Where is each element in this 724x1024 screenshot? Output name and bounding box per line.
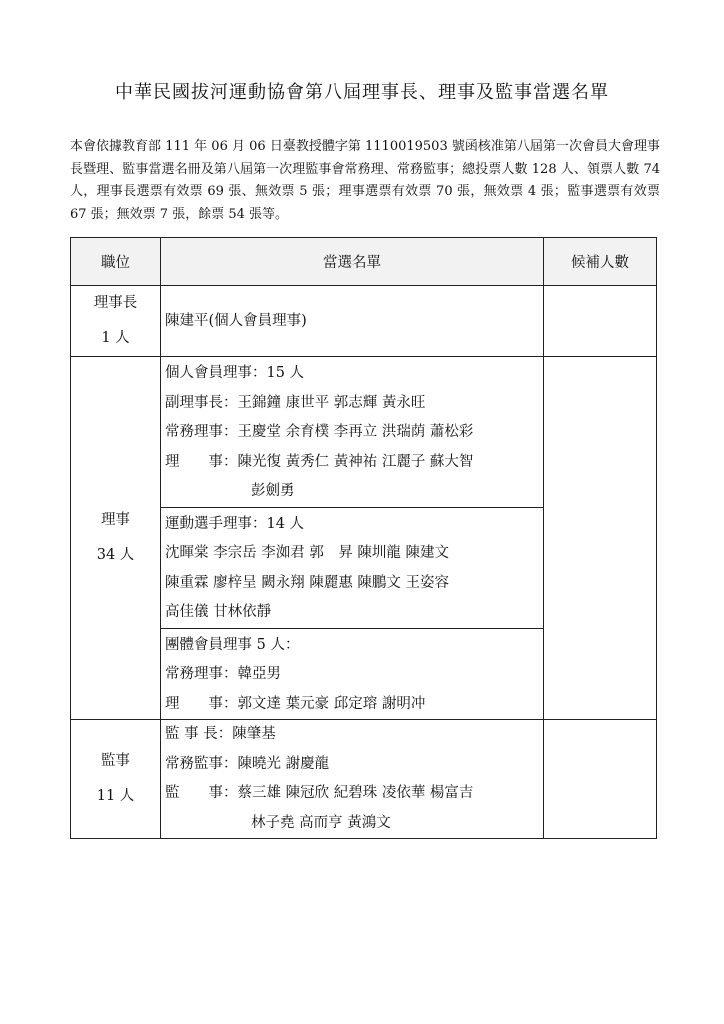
- names-cell-chair: [161, 286, 544, 357]
- alternates-cell-supervisors: [544, 720, 657, 839]
- document-title: 中華民國拔河運動協會第八屆理事長、理事及監事當選名單: [115, 82, 609, 103]
- chair-name: 陳建平(個人會員理事): [165, 313, 307, 329]
- list-item: 理 事：陳光復 黃秀仁 黃神祐 江麗子 蘇大智: [165, 453, 474, 470]
- group-heading: 個人會員理事：15 人: [165, 365, 305, 381]
- group-heading: 團體會員理事 5 人：: [165, 636, 300, 653]
- list-item: 沈暉棠 李宗岳 李洳君 郭 昇 陳圳龍 陳建文: [165, 545, 450, 561]
- alternates-cell-directors: [544, 357, 657, 720]
- table-header-row: [71, 238, 657, 286]
- header-alternates: 候補人數: [544, 238, 657, 286]
- intro-paragraph: 本會依據教育部 111 年 06 月 06 日臺教授體字第 1110019503 號函核准第八屆第一次會員大會理事長暨理、監事當選名冊及第八屆第一次理監事會常務理、常務監事；總投票人數 128 人、領票人數 74 人，理事長選票有效票 69 張、無效票 5 張；理事選票有效票 70 張，無效票 4 張；監事選票有效票 67 張；無效票 7 張，餘票 54 張等。: [70, 139, 660, 222]
- group-member-directors-group: [161, 629, 543, 720]
- individual-directors-group: [161, 357, 543, 507]
- list-item: 理 事：郭文達 葉元豪 邱定瑢 謝明冲: [165, 695, 426, 712]
- list-item: 常務監事：陳曉光 謝慶龍: [165, 755, 330, 772]
- position-title: 理事: [101, 512, 130, 528]
- table-row-supervisors: [71, 720, 657, 839]
- list-item-continuation: 彭劍勇: [251, 483, 295, 499]
- list-item: 高佳儀 甘林依靜: [165, 604, 272, 620]
- position-count: 11 人: [96, 788, 135, 804]
- list-item: 陳重霖 廖梓呈 闕永翔 陳麗惠 陳鵬文 王姿容: [165, 574, 450, 591]
- athlete-directors-group: [161, 508, 543, 628]
- names-cell-directors: [161, 357, 544, 720]
- position-cell-directors: [71, 357, 161, 720]
- table-row-directors: [71, 357, 657, 720]
- table-row-chair: [71, 286, 657, 357]
- list-item: 常務理事：韓亞男: [165, 666, 281, 682]
- list-item: 常務理事：王慶堂 余育樸 李再立 洪瑞荫 蕭松彩: [165, 424, 474, 440]
- position-title: 理事長: [93, 295, 138, 311]
- list-item: 監 事：蔡三雄 陳冠欣 紀碧珠 凌依華 楊富吉: [165, 785, 474, 801]
- position-title: 監事: [101, 753, 130, 769]
- names-cell-supervisors: [161, 720, 544, 839]
- list-item-continuation: 林子堯 高而亨 黃鴻文: [251, 814, 391, 831]
- position-cell-chair: [71, 286, 161, 357]
- alternates-cell-chair: [544, 286, 657, 357]
- header-position: 職位: [71, 238, 161, 286]
- header-names: 當選名單: [161, 238, 544, 286]
- list-item: 監 事 長：陳肇基: [165, 726, 276, 742]
- position-count: 1 人: [101, 330, 130, 346]
- position-count: 34 人: [96, 547, 135, 563]
- group-heading: 運動選手理事：14 人: [165, 515, 305, 532]
- position-cell-supervisors: [71, 720, 161, 839]
- election-results-table: [70, 237, 657, 839]
- list-item: 副理事長：王錦鐘 康世平 郭志輝 黃永旺: [165, 394, 426, 411]
